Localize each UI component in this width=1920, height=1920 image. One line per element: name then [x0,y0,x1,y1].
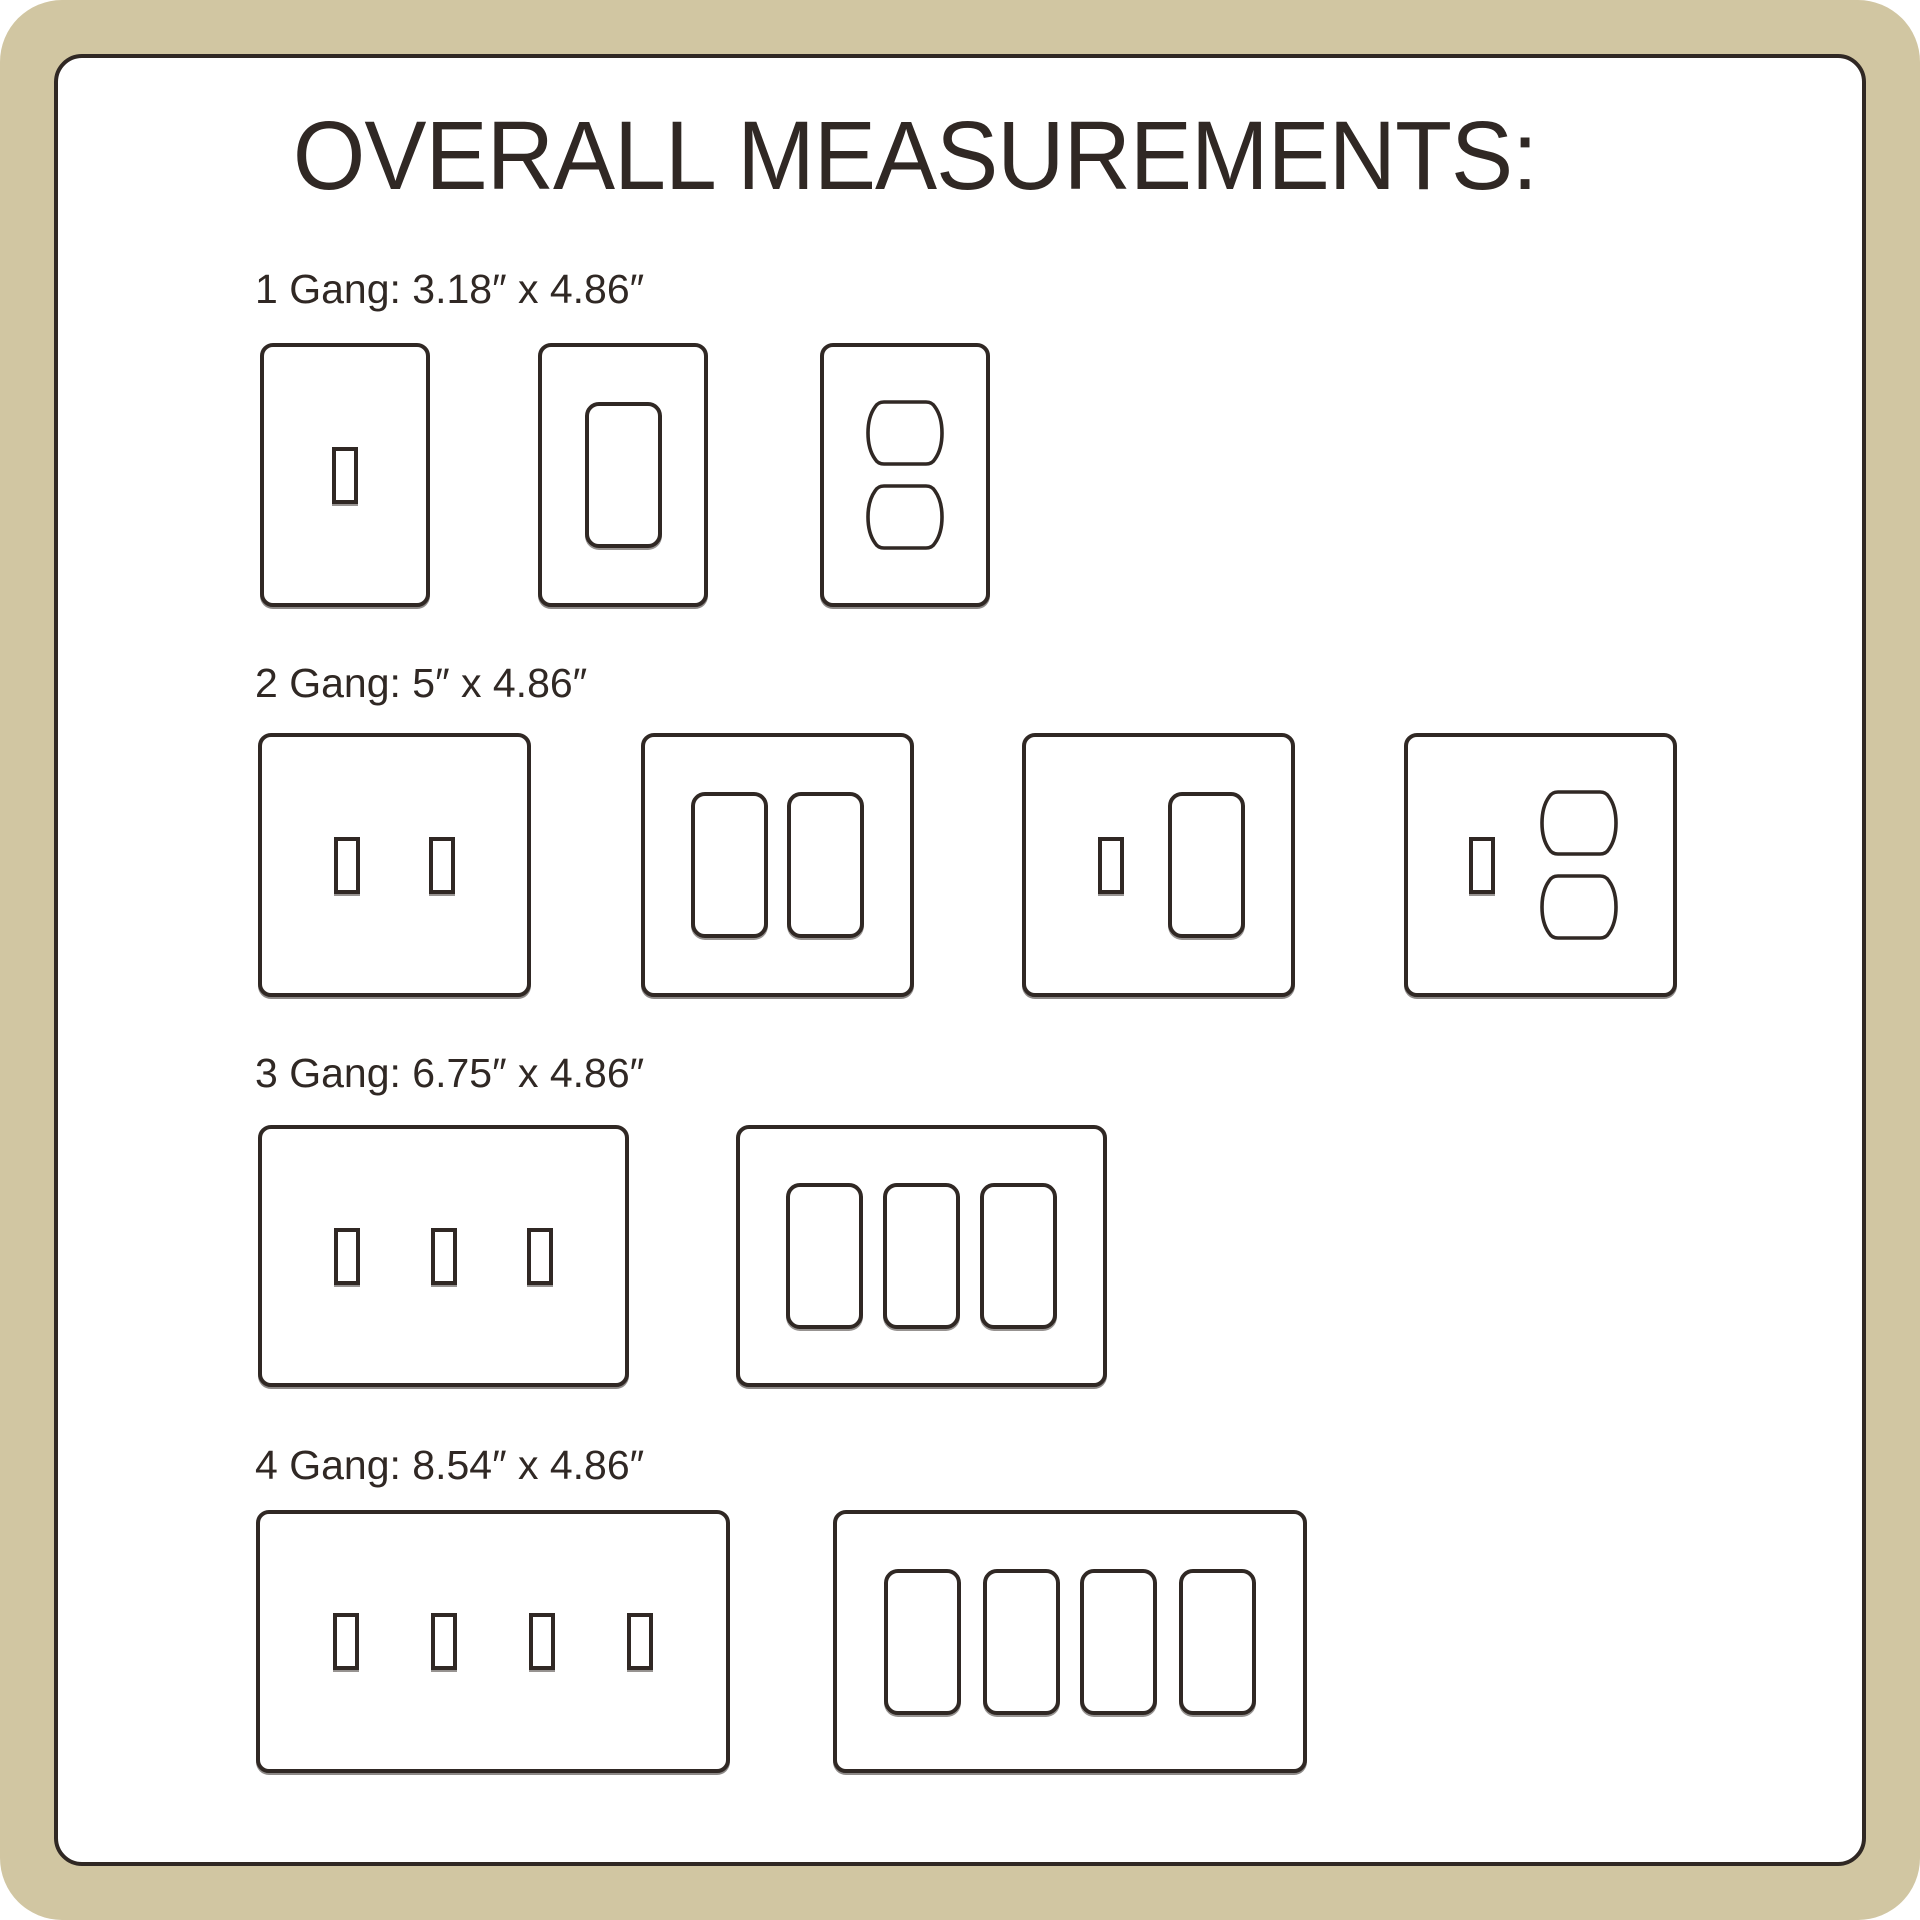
toggle-cutout [429,837,455,894]
toggle-cutout [431,1228,457,1285]
rocker-cutout [1179,1569,1256,1715]
toggle-cutout [332,447,358,504]
toggle-cutout [529,1613,555,1670]
rocker-cutout [786,1183,863,1329]
wall-plate-4gang-quad-rocker-plate [833,1510,1307,1773]
toggle-cutout [1469,837,1495,894]
wall-plate-1gang-rocker-switch-plate [538,343,708,607]
duplex-outlet-cutout [1540,790,1618,940]
duplex-outlet-cutout [866,400,944,550]
wall-plate-1gang-duplex-outlet-plate [820,343,990,607]
rocker-cutout [883,1183,960,1329]
toggle-cutout [627,1613,653,1670]
wall-plate-2gang-double-toggle-plate [258,733,531,997]
rocker-cutout [691,792,768,938]
wall-plate-1gang-toggle-switch-plate [260,343,430,607]
section-label-2-gang: 2 Gang: 5″ x 4.86″ [255,660,588,706]
rocker-cutout [585,402,662,548]
page-title: OVERALL MEASUREMENTS: [292,101,1538,210]
rocker-cutout [983,1569,1060,1715]
toggle-cutout [431,1613,457,1670]
rocker-cutout [884,1569,961,1715]
rocker-cutout [1080,1569,1157,1715]
wall-plate-2gang-toggle-rocker-combo-plate [1022,733,1295,997]
section-label-4-gang: 4 Gang: 8.54″ x 4.86″ [255,1442,645,1488]
section-label-3-gang: 3 Gang: 6.75″ x 4.86″ [255,1050,645,1096]
toggle-cutout [527,1228,553,1285]
wall-plate-4gang-quad-toggle-plate [256,1510,730,1773]
wall-plate-2gang-toggle-duplex-combo-plate [1404,733,1677,997]
toggle-cutout [334,837,360,894]
rocker-cutout [787,792,864,938]
rocker-cutout [980,1183,1057,1329]
wall-plate-3gang-triple-rocker-plate [736,1125,1107,1387]
toggle-cutout [1098,837,1124,894]
wall-plate-2gang-double-rocker-plate [641,733,914,997]
toggle-cutout [334,1228,360,1285]
toggle-cutout [333,1613,359,1670]
rocker-cutout [1168,792,1245,938]
section-label-1-gang: 1 Gang: 3.18″ x 4.86″ [255,266,645,312]
wall-plate-3gang-triple-toggle-plate [258,1125,629,1387]
